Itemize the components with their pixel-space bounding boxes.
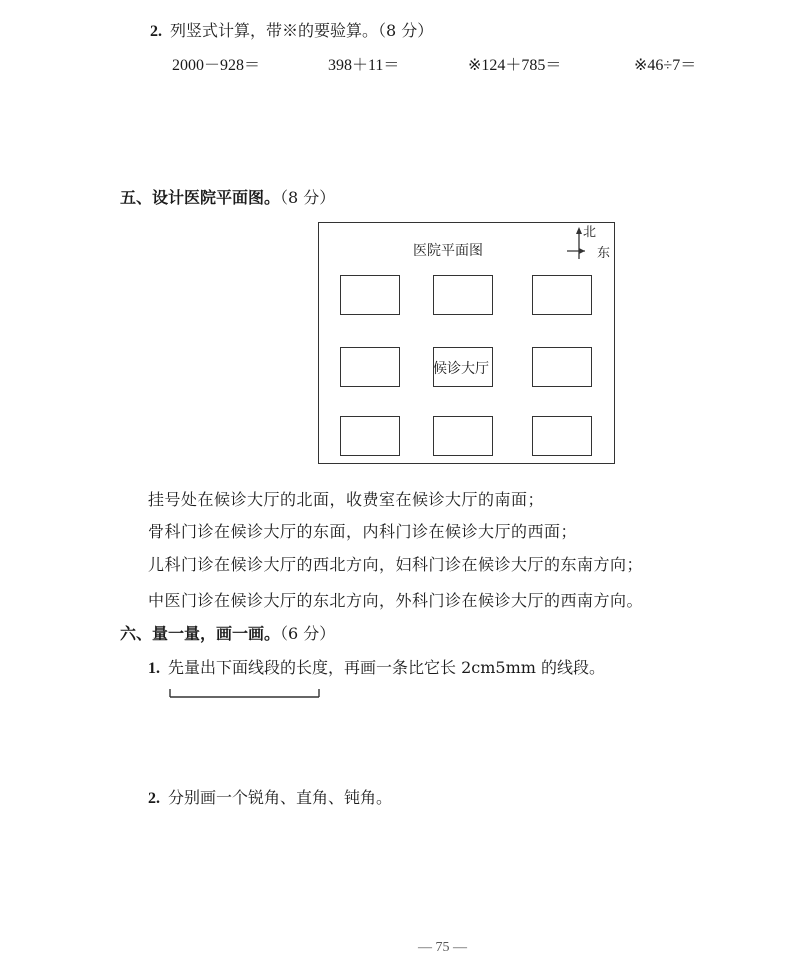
section-5-score: （8 分） [280, 188, 336, 207]
clue-line-4: 中医门诊在候诊大厅的东北方向，外科门诊在候诊大厅的西南方向。 [148, 591, 644, 610]
room-southwest [340, 416, 400, 456]
room-east [532, 347, 592, 387]
clue-line-1: 挂号处在候诊大厅的北面，收费室在候诊大厅的南面； [148, 490, 545, 509]
section-6-question-2 [148, 785, 392, 808]
room-south [433, 416, 493, 456]
section-6-score: （6 分） [280, 624, 336, 643]
question-number: 2. [150, 23, 162, 40]
calc-problem-4: ※46÷7＝ [634, 57, 697, 74]
room-north [433, 275, 493, 315]
question-text: 列竖式计算，带※的要验算。（8 分） [170, 21, 434, 40]
room-west [340, 347, 400, 387]
room-southeast [532, 416, 592, 456]
waiting-hall-label: 候诊大厅 [433, 361, 489, 377]
calc-problem-2: 398＋11＝ [328, 57, 400, 74]
room-northeast [532, 275, 592, 315]
question-text: 分别画一个锐角、直角、钝角。 [168, 788, 393, 807]
section-5-heading: 五、设计医院平面图。 [120, 188, 281, 207]
clue-line-2: 骨科门诊在候诊大厅的东面，内科门诊在候诊大厅的西面； [148, 522, 578, 541]
section-6-question-1 [148, 655, 605, 678]
map-title: 医院平面图 [413, 243, 483, 259]
section-5-title [120, 185, 335, 208]
section-6-title [120, 621, 335, 644]
hospital-map [318, 222, 615, 464]
question-number: 2. [148, 790, 160, 807]
compass-north-label: 北 [583, 225, 597, 240]
question-2-title [150, 18, 433, 41]
clue-line-3: 儿科门诊在候诊大厅的西北方向，妇科门诊在候诊大厅的东南方向； [148, 555, 644, 574]
compass-east-label: 东 [597, 246, 611, 261]
room-northwest [340, 275, 400, 315]
calc-problem-1: 2000－928＝ [172, 57, 261, 74]
calc-problem-3: ※124＋785＝ [468, 57, 562, 74]
section-6-heading: 六、量一量，画一画。 [120, 624, 281, 643]
question-text: 先量出下面线段的长度，再画一条比它长 2cm5mm 的线段。 [168, 658, 606, 677]
question-number: 1. [148, 660, 160, 677]
page-number: — 75 — [418, 940, 467, 955]
